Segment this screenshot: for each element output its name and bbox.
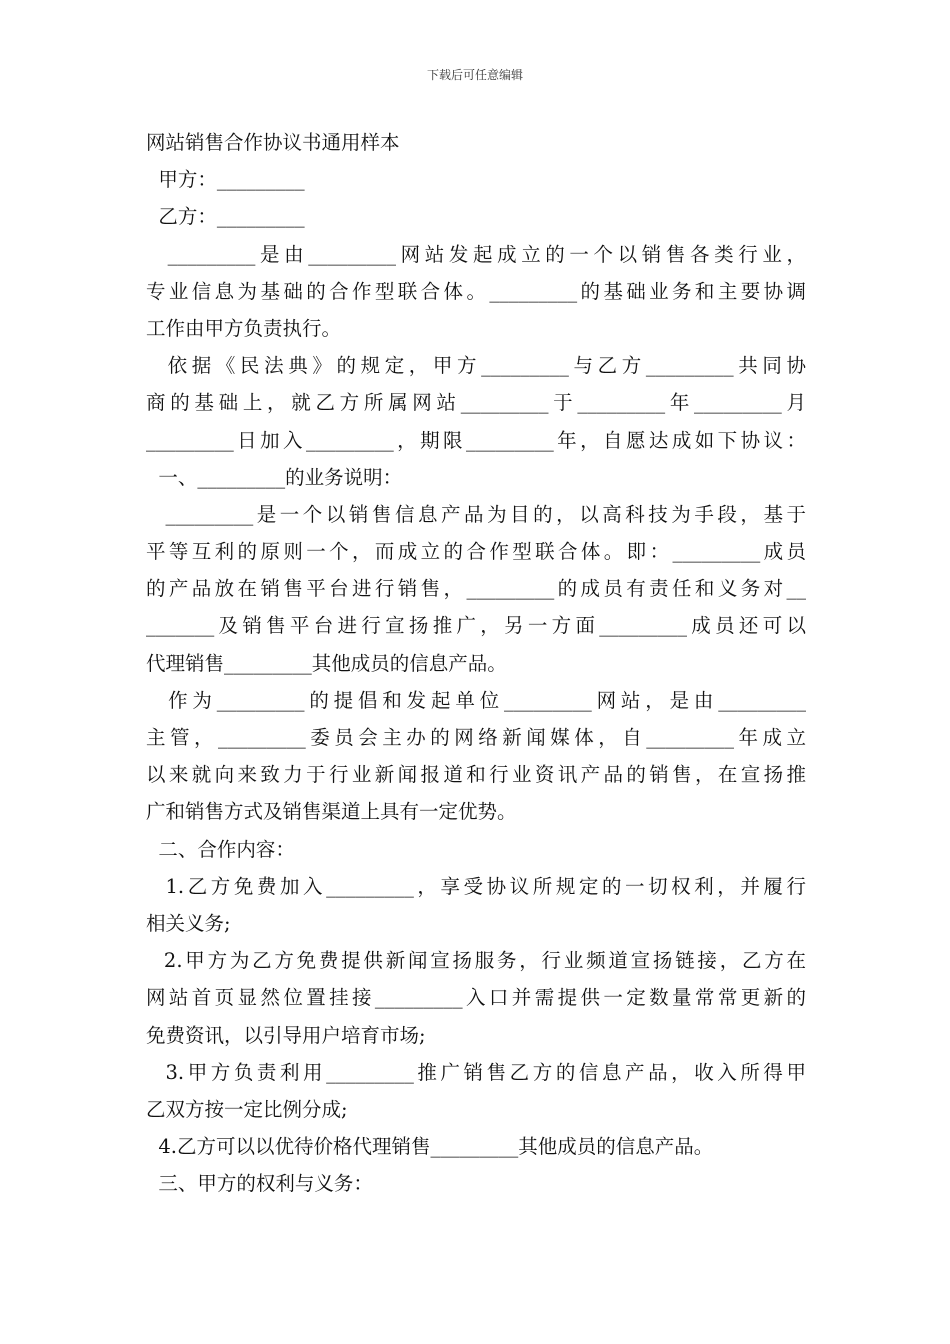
text-line: 乙双方按一定比例分成; [146, 1097, 348, 1121]
party-a-line: 甲方：_________ [146, 168, 305, 192]
page-header: 下载后可任意编辑 [426, 68, 523, 82]
text-line: 工作由甲方负责执行。 [146, 316, 342, 340]
text-line: 主管，_________委员会主办的网络新闻媒体，自_________年成立 [146, 726, 806, 749]
section-heading-3: 三、甲方的权利与义务： [146, 1172, 373, 1196]
text-line: 专业信息为基础的合作型联合体。_________的基础业务和主要协调 [146, 279, 806, 303]
section-heading-2: 二、合作内容： [146, 837, 295, 861]
document-title: 网站销售合作协议书通用样本 [146, 131, 400, 154]
text-line: 2.甲方为乙方免费提供新闻宣扬服务，行业频道宣扬链接，乙方在 [146, 949, 806, 973]
text-line: 作为_________的提倡和发起单位_________网站，是由_________ [146, 688, 806, 712]
text-line: _______及销售平台进行宣扬推广，另一方面_________成员还可以 [146, 614, 806, 638]
text-line: _________日加入_________，期限_________年，自愿达成如下协议： [146, 428, 806, 452]
text-line: 的产品放在销售平台进行销售，_________的成员有责任和义务对__ [146, 577, 806, 601]
text-line: 以来就向来致力于行业新闻报道和行业资讯产品的销售，在宣扬推 [146, 763, 806, 787]
text-line: 商的基础上，就乙方所属网站_________于_________年_________月 [146, 391, 806, 415]
text-line: 平等互利的原则一个，而成立的合作型联合体。即：_________成员 [146, 540, 806, 564]
text-line: _________是由_________网站发起成立的一个以销售各类行业， [146, 242, 806, 266]
text-line: 代理销售_________其他成员的信息产品。 [146, 651, 507, 675]
text-line: 免费资讯，以引导用户培育市场; [146, 1023, 426, 1047]
text-line: 依据《民法典》的规定，甲方_________与乙方_________共同协 [146, 354, 806, 378]
text-line: 4.乙方可以以优待价格代理销售_________其他成员的信息产品。 [146, 1135, 714, 1159]
party-b-line: 乙方：_________ [146, 205, 305, 229]
text-line: 相关义务; [146, 911, 231, 935]
text-line: 广和销售方式及销售渠道上具有一定优势。 [146, 800, 517, 824]
text-line: _________是一个以销售信息产品为目的，以高科技为手段，基于 [146, 502, 806, 526]
text-line: 3.甲方负责利用_________推广销售乙方的信息产品，收入所得甲 [146, 1060, 806, 1084]
text-line: 网站首页显然位置挂接_________入口并需提供一定数量常常更新的 [146, 986, 806, 1010]
document-body [146, 124, 806, 1202]
section-heading-1: 一、_________的业务说明： [146, 465, 403, 489]
text-line: 1.乙方免费加入_________，享受协议所规定的一切权利，并履行 [146, 874, 806, 898]
